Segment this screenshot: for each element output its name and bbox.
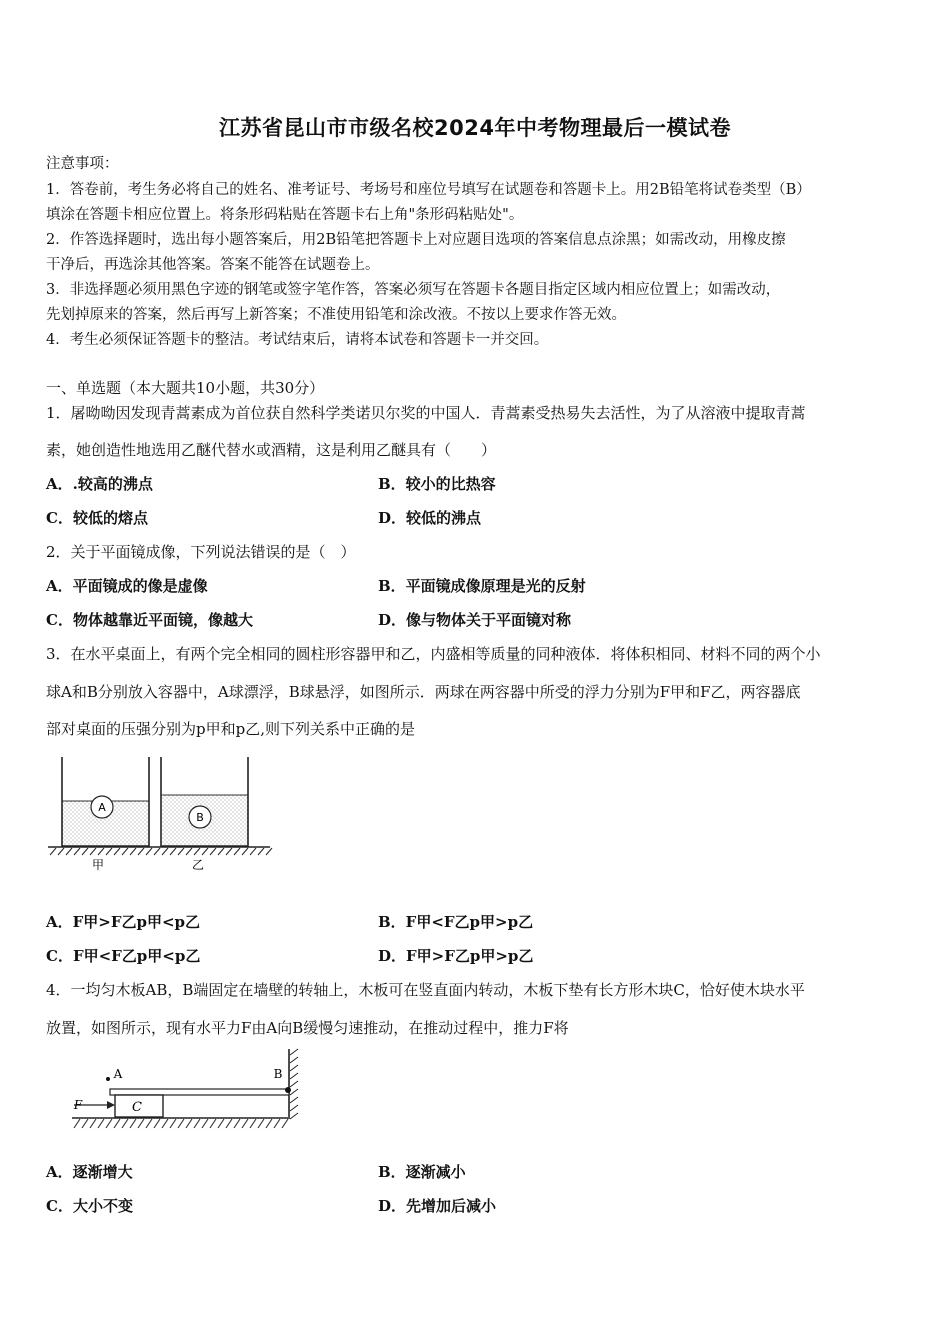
notes-line: 干净后，再选涂其他答案。答案不能答在试题卷上。 xyxy=(46,257,380,273)
q1-option-b: B．较小的比热容 xyxy=(378,475,496,493)
question-3-stem: 球A和B分别放入容器中，A球漂浮，B球悬浮，如图所示．两球在两容器中所受的浮力分别为F甲和F乙，两容器底 xyxy=(46,683,801,701)
q3-option-b: B．F甲<F乙p甲>p乙 xyxy=(378,913,534,931)
question-3-stem: 部对桌面的压强分别为p甲和p乙,则下列关系中正确的是 xyxy=(46,720,415,738)
section-heading: 一、单选题（本大题共10小题，共30分） xyxy=(46,379,325,397)
notes-line: 先划掉原来的答案，然后再写上新答案；不准使用铅笔和涂改液。不按以上要求作答无效。 xyxy=(46,307,626,323)
ball-b-label: B xyxy=(196,811,204,824)
question-2-stem: 2．关于平面镜成像，下列说法错误的是（ ） xyxy=(46,543,356,561)
container-right-label: 乙 xyxy=(191,858,205,872)
notes-line: 4．考生必须保证答题卡的整洁。考试结束后，请将本试卷和答题卡一并交回。 xyxy=(46,332,549,348)
block-c-label: C xyxy=(132,1100,142,1115)
q2-option-d: D．像与物体关于平面镜对称 xyxy=(378,611,572,629)
q3-option-d: D．F甲>F乙p甲>p乙 xyxy=(378,947,534,965)
question-1-stem: 素，她创造性地选用乙醚代替水或酒精，这是利用乙醚具有（ ） xyxy=(46,441,497,459)
force-f-label: F xyxy=(73,1098,83,1112)
q1-option-c: C．较低的熔点 xyxy=(46,509,148,527)
lever-figure xyxy=(60,1045,320,1140)
point-a-label: A xyxy=(113,1067,123,1081)
point-b-label: B xyxy=(273,1067,283,1081)
question-1-stem: 1．屠呦呦因发现青蒿素成为首位获自然科学类诺贝尔奖的中国人．青蒿素受热易失去活性，为了从溶液中提取青蒿 xyxy=(46,404,806,422)
notes-line: 3．非选择题必须用黑色字迹的钢笔或签字笔作答，答案必须写在答题卡各题目指定区域内相应位置上；如需改动， xyxy=(46,282,781,298)
q1-option-a: A．.较高的沸点 xyxy=(46,475,153,493)
containers-figure xyxy=(40,755,280,875)
page-title: 江苏省昆山市市级名校2024年中考物理最后一模试卷 xyxy=(219,116,731,140)
q3-option-c: C．F甲<F乙p甲<p乙 xyxy=(46,947,201,965)
q3-option-a: A．F甲>F乙p甲<p乙 xyxy=(46,913,201,931)
q4-option-b: B．逐渐减小 xyxy=(378,1163,466,1181)
q4-option-c: C．大小不变 xyxy=(46,1197,133,1215)
question-3-stem: 3．在水平桌面上，有两个完全相同的圆柱形容器甲和乙，内盛相等质量的同种液体．将体积相同、材料不同的两个小 xyxy=(46,645,821,663)
notes-heading: 注意事项： xyxy=(46,156,119,172)
q1-option-d: D．较低的沸点 xyxy=(378,509,482,527)
notes-line: 填涂在答题卡相应位置上。将条形码粘贴在答题卡右上角"条形码粘贴处"。 xyxy=(46,207,524,223)
question-4-stem: 放置，如图所示，现有水平力F由A向B缓慢匀速推动，在推动过程中，推力F将 xyxy=(46,1019,569,1037)
q2-option-a: A．平面镜成的像是虚像 xyxy=(46,577,208,595)
ball-a-label: A xyxy=(98,801,106,814)
q4-option-a: A．逐渐增大 xyxy=(46,1163,133,1181)
question-4-stem: 4．一均匀木板AB，B端固定在墙壁的转轴上，木板可在竖直面内转动，木板下垫有长方形木块C，恰好使木块水平 xyxy=(46,981,805,999)
notes-line: 1．答卷前，考生务必将自己的姓名、准考证号、考场号和座位号填写在试题卷和答题卡上。用2B铅笔将试卷类型（B） xyxy=(46,182,811,198)
notes-line: 2．作答选择题时，选出每小题答案后，用2B铅笔把答题卡上对应题目选项的答案信息点涂黑；如需改动，用橡皮擦 xyxy=(46,232,786,248)
q2-option-c: C．物体越靠近平面镜，像越大 xyxy=(46,611,253,629)
container-left-label: 甲 xyxy=(91,858,105,872)
q2-option-b: B．平面镜成像原理是光的反射 xyxy=(378,577,586,595)
q4-option-d: D．先增加后减小 xyxy=(378,1197,497,1215)
